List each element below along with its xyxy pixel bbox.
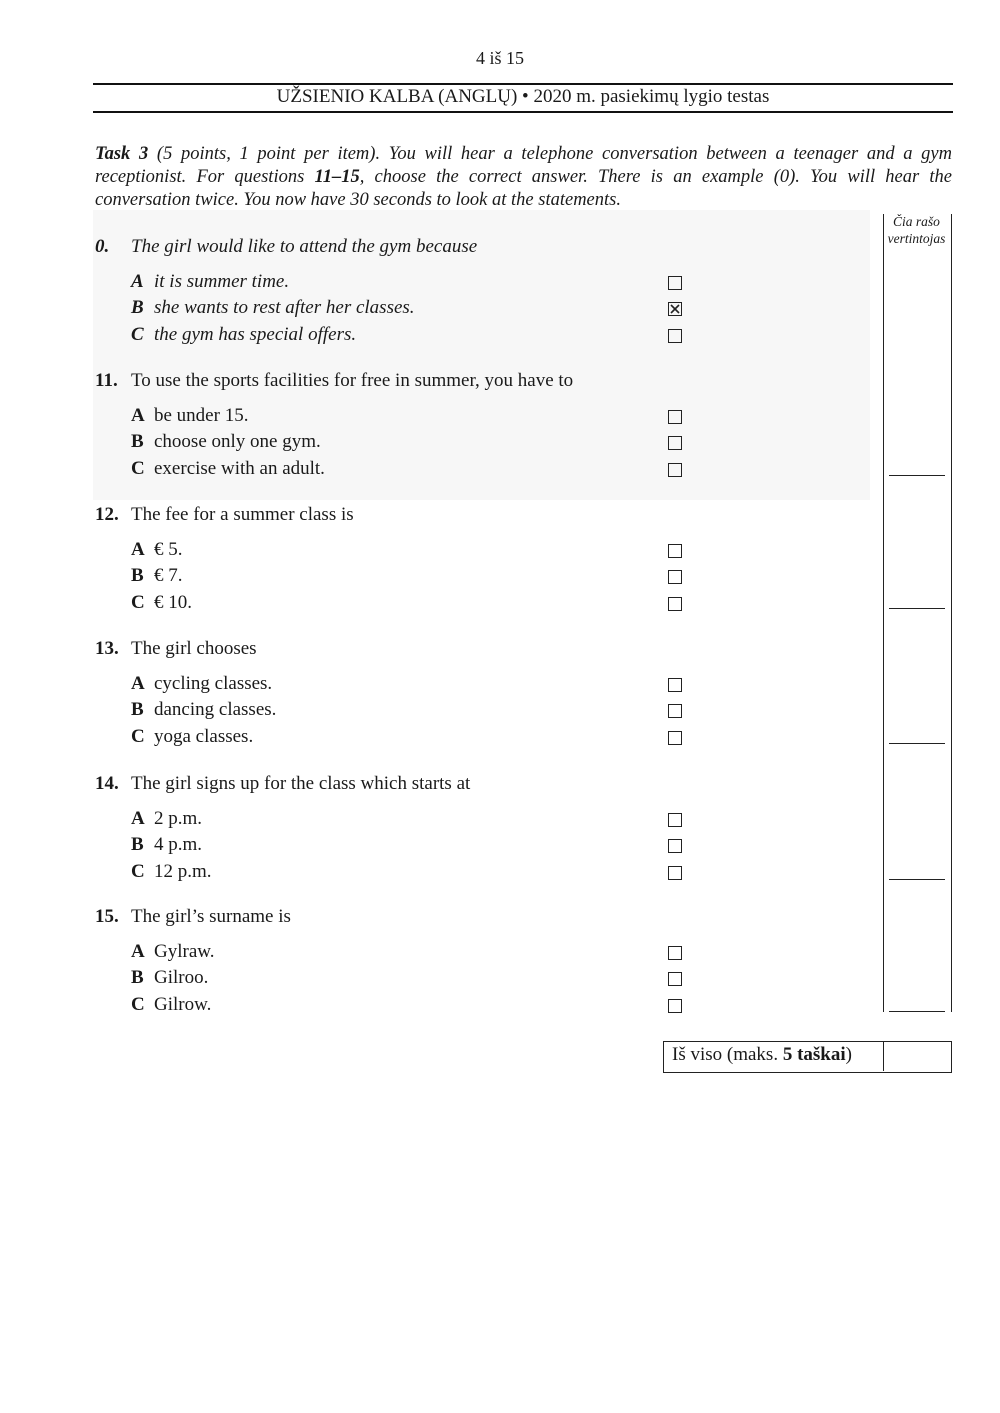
answer-checkbox[interactable]: [668, 544, 682, 558]
option-letter: A: [131, 941, 145, 962]
answer-checkbox[interactable]: [668, 276, 682, 290]
grader-score-line[interactable]: [889, 879, 945, 880]
question-number: 11.: [95, 370, 118, 391]
grader-score-line[interactable]: [889, 743, 945, 744]
answer-checkbox[interactable]: [668, 946, 682, 960]
answer-checkbox[interactable]: [668, 597, 682, 611]
question-number: 0.: [95, 236, 110, 257]
grader-score-line[interactable]: [889, 608, 945, 609]
cross-mark-icon: [669, 303, 681, 315]
answer-checkbox[interactable]: [668, 570, 682, 584]
header-bottom-rule: [93, 111, 953, 113]
option-text: dancing classes.: [154, 699, 277, 720]
option-text: it is summer time.: [154, 271, 290, 292]
option-text: € 10.: [154, 592, 192, 613]
question-text: The girl chooses: [131, 638, 257, 659]
option-letter: A: [131, 673, 145, 694]
question-number: 15.: [95, 906, 119, 927]
option-letter: B: [131, 297, 144, 318]
option-letter: A: [131, 539, 145, 560]
option-letter: C: [131, 324, 144, 345]
page-number: 4 iš 15: [475, 48, 524, 68]
task-label: Task 3: [95, 144, 149, 164]
header-title: UŽSIENIO KALBA (ANGLŲ) • 2020 m. pasiekimų lygio testas: [276, 86, 770, 107]
checked-answer-checkbox[interactable]: [668, 302, 682, 316]
option-letter: C: [131, 726, 145, 747]
option-text: choose only one gym.: [154, 431, 321, 452]
question-number: 12.: [95, 504, 119, 525]
question-range: 11–15: [314, 167, 360, 187]
total-score-field-divider: [883, 1041, 884, 1071]
question-number: 13.: [95, 638, 119, 659]
grader-label: Čia rašo vertintojas: [887, 214, 946, 246]
option-text: 4 p.m.: [154, 834, 203, 855]
option-letter: C: [131, 994, 145, 1015]
answer-checkbox[interactable]: [668, 704, 682, 718]
question-text: The fee for a summer class is: [131, 504, 354, 525]
option-letter: A: [131, 808, 145, 829]
option-text: Gilrow.: [154, 994, 212, 1015]
instructions-part1: (5 points, 1 point per item). You will hear a telephone conversation between a teenager and a gym receptionist. For questions: [95, 144, 952, 187]
option-letter: C: [131, 861, 145, 882]
option-text: exercise with an adult.: [154, 458, 325, 479]
option-text: € 7.: [154, 565, 183, 586]
option-text: € 5.: [154, 539, 183, 560]
option-text: 12 p.m.: [154, 861, 212, 882]
option-text: 2 p.m.: [154, 808, 203, 829]
option-letter: A: [131, 405, 145, 426]
option-letter: B: [131, 431, 144, 452]
option-text: Gilroo.: [154, 967, 209, 988]
answer-checkbox[interactable]: [668, 731, 682, 745]
answer-checkbox[interactable]: [668, 972, 682, 986]
answer-checkbox[interactable]: [668, 436, 682, 450]
grader-column: [883, 214, 952, 1012]
answer-checkbox[interactable]: [668, 410, 682, 424]
answer-checkbox[interactable]: [668, 678, 682, 692]
answer-checkbox[interactable]: [668, 329, 682, 343]
header-top-rule: [93, 83, 953, 85]
grader-score-line[interactable]: [889, 1011, 945, 1012]
answer-checkbox[interactable]: [668, 463, 682, 477]
option-letter: B: [131, 967, 144, 988]
question-text: The girl would like to attend the gym because: [131, 236, 478, 257]
instructions-part2: , choose the correct answer. There is an example (0). You will hear the conversation twice. You now have 30 seconds to look at the statements.: [95, 167, 952, 210]
option-text: cycling classes.: [154, 673, 273, 694]
question-number: 14.: [95, 773, 119, 794]
question-text: To use the sports facilities for free in summer, you have to: [131, 370, 574, 391]
grader-score-line[interactable]: [889, 475, 945, 476]
option-letter: B: [131, 699, 144, 720]
option-letter: B: [131, 834, 144, 855]
question-text: The girl’s surname is: [131, 906, 291, 927]
answer-checkbox[interactable]: [668, 839, 682, 853]
total-label: Iš viso (maks. 5 taškai): [672, 1044, 852, 1065]
task-instructions: [95, 143, 952, 212]
option-letter: A: [131, 271, 144, 292]
answer-checkbox[interactable]: [668, 999, 682, 1013]
option-text: she wants to rest after her classes.: [154, 297, 415, 318]
option-text: be under 15.: [154, 405, 249, 426]
option-text: yoga classes.: [154, 726, 254, 747]
option-text: the gym has special offers.: [154, 324, 357, 345]
option-letter: C: [131, 458, 145, 479]
option-letter: C: [131, 592, 145, 613]
question-text: The girl signs up for the class which starts at: [131, 773, 471, 794]
answer-checkbox[interactable]: [668, 813, 682, 827]
option-letter: B: [131, 565, 144, 586]
option-text: Gylraw.: [154, 941, 215, 962]
answer-checkbox[interactable]: [668, 866, 682, 880]
